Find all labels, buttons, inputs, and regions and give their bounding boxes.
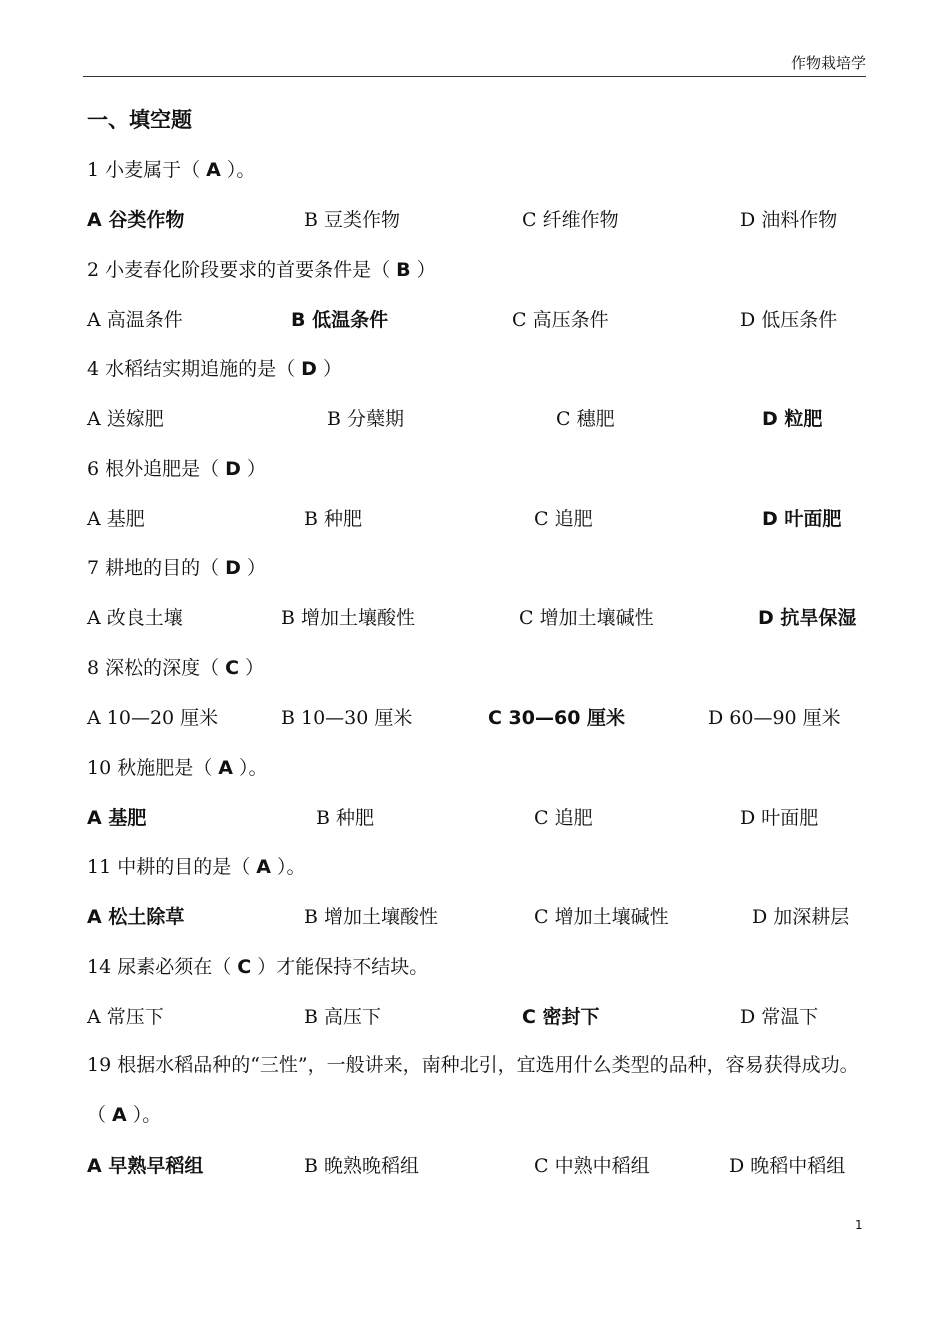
question-stem-end: ） bbox=[316, 358, 342, 380]
question-stem: 4 水稻结实期追施的是（ bbox=[87, 358, 302, 380]
option: C 增加土壤碱性 bbox=[534, 906, 669, 928]
option: A 高温条件 bbox=[87, 309, 183, 331]
option: C 追肥 bbox=[534, 508, 593, 530]
question-text bbox=[87, 755, 268, 781]
option: B 高压下 bbox=[304, 1006, 382, 1028]
question-answer: D bbox=[225, 557, 241, 579]
option: B 增加土壤酸性 bbox=[281, 607, 416, 629]
option-correct: D 抗旱保湿 bbox=[758, 607, 857, 629]
page-header bbox=[83, 0, 866, 77]
section-title: 一、填空题 bbox=[87, 108, 192, 132]
option-correct: A 基肥 bbox=[87, 807, 147, 829]
option: A 基肥 bbox=[87, 508, 145, 530]
question-answer: B bbox=[396, 259, 411, 281]
question-text bbox=[87, 257, 436, 283]
option: D 60—90 厘米 bbox=[708, 707, 841, 729]
option: D 油料作物 bbox=[740, 209, 838, 231]
question-stem: 1 小麦属于（ bbox=[87, 159, 207, 181]
question-stem-end: ） bbox=[240, 458, 266, 480]
question-answer: C bbox=[237, 956, 252, 978]
question-stem-end: ）。 bbox=[126, 1103, 162, 1126]
question-text bbox=[87, 655, 264, 681]
option: D 常温下 bbox=[740, 1006, 819, 1028]
option: A 10—20 厘米 bbox=[87, 707, 219, 729]
question-stem-end: ）。 bbox=[232, 757, 268, 779]
option: C 中熟中稻组 bbox=[534, 1155, 650, 1177]
question-text bbox=[87, 456, 266, 482]
question-answer: D bbox=[301, 358, 317, 380]
option: C 高压条件 bbox=[512, 309, 609, 331]
option: D 晚稻中稻组 bbox=[729, 1155, 846, 1177]
option: A 常压下 bbox=[87, 1006, 164, 1028]
question-stem: 14 尿素必须在（ bbox=[87, 956, 238, 978]
question-text bbox=[87, 954, 428, 980]
question-stem: 8 深松的深度（ bbox=[87, 657, 226, 679]
question-text bbox=[87, 356, 342, 382]
option-correct: A 松土除草 bbox=[87, 906, 185, 928]
option-correct: A 谷类作物 bbox=[87, 209, 185, 231]
question-stem-end: ） bbox=[410, 259, 436, 281]
question-stem: 2 小麦春化阶段要求的首要条件是（ bbox=[87, 259, 397, 281]
question-text bbox=[87, 1041, 867, 1140]
option-correct: D 叶面肥 bbox=[762, 508, 842, 530]
question-stem-end: ） bbox=[239, 657, 265, 679]
question-stem: 7 耕地的目的（ bbox=[87, 557, 226, 579]
option: D 低压条件 bbox=[740, 309, 838, 331]
option-correct: D 粒肥 bbox=[762, 408, 823, 430]
page-number: 1 bbox=[855, 1218, 863, 1232]
option-correct: C 密封下 bbox=[522, 1006, 600, 1028]
option: B 增加土壤酸性 bbox=[304, 906, 439, 928]
question-answer: A bbox=[256, 856, 271, 878]
option: B 10—30 厘米 bbox=[281, 707, 413, 729]
question-stem: 10 秋施肥是（ bbox=[87, 757, 219, 779]
header-title: 作物栽培学 bbox=[790, 54, 866, 72]
option: D 叶面肥 bbox=[740, 807, 819, 829]
option-correct: C 30—60 厘米 bbox=[488, 707, 626, 729]
question-answer: A bbox=[218, 757, 233, 779]
question-text bbox=[87, 157, 255, 183]
option-correct: B 低温条件 bbox=[291, 309, 389, 331]
option: B 种肥 bbox=[316, 807, 375, 829]
option-correct: A 早熟早稻组 bbox=[87, 1155, 204, 1177]
option: B 分蘖期 bbox=[327, 408, 405, 430]
question-stem: 11 中耕的目的是（ bbox=[87, 856, 257, 878]
option: C 增加土壤碱性 bbox=[519, 607, 654, 629]
question-answer: A bbox=[112, 1103, 127, 1126]
option: B 种肥 bbox=[304, 508, 363, 530]
question-stem-end: ）才能保持不结块。 bbox=[251, 956, 429, 978]
option: C 穗肥 bbox=[556, 408, 615, 430]
question-text bbox=[87, 555, 266, 581]
option: C 纤维作物 bbox=[522, 209, 619, 231]
question-answer: C bbox=[225, 657, 240, 679]
question-stem-end: ）。 bbox=[220, 159, 256, 181]
option: D 加深耕层 bbox=[752, 906, 850, 928]
option: C 追肥 bbox=[534, 807, 593, 829]
question-stem-end: ） bbox=[240, 557, 266, 579]
option: B 晚熟晚稻组 bbox=[304, 1155, 420, 1177]
question-answer: D bbox=[225, 458, 241, 480]
question-text bbox=[87, 854, 306, 880]
question-stem: 19 根据水稻品种的“三性”，一般讲来，南种北引，宜选用什么类型的品种，容易获得成功。（ bbox=[87, 1054, 859, 1126]
question-answer: A bbox=[206, 159, 221, 181]
option: A 改良土壤 bbox=[87, 607, 183, 629]
question-stem-end: ）。 bbox=[270, 856, 306, 878]
question-stem: 6 根外追肥是（ bbox=[87, 458, 226, 480]
option: A 送嫁肥 bbox=[87, 408, 164, 430]
option: B 豆类作物 bbox=[304, 209, 401, 231]
